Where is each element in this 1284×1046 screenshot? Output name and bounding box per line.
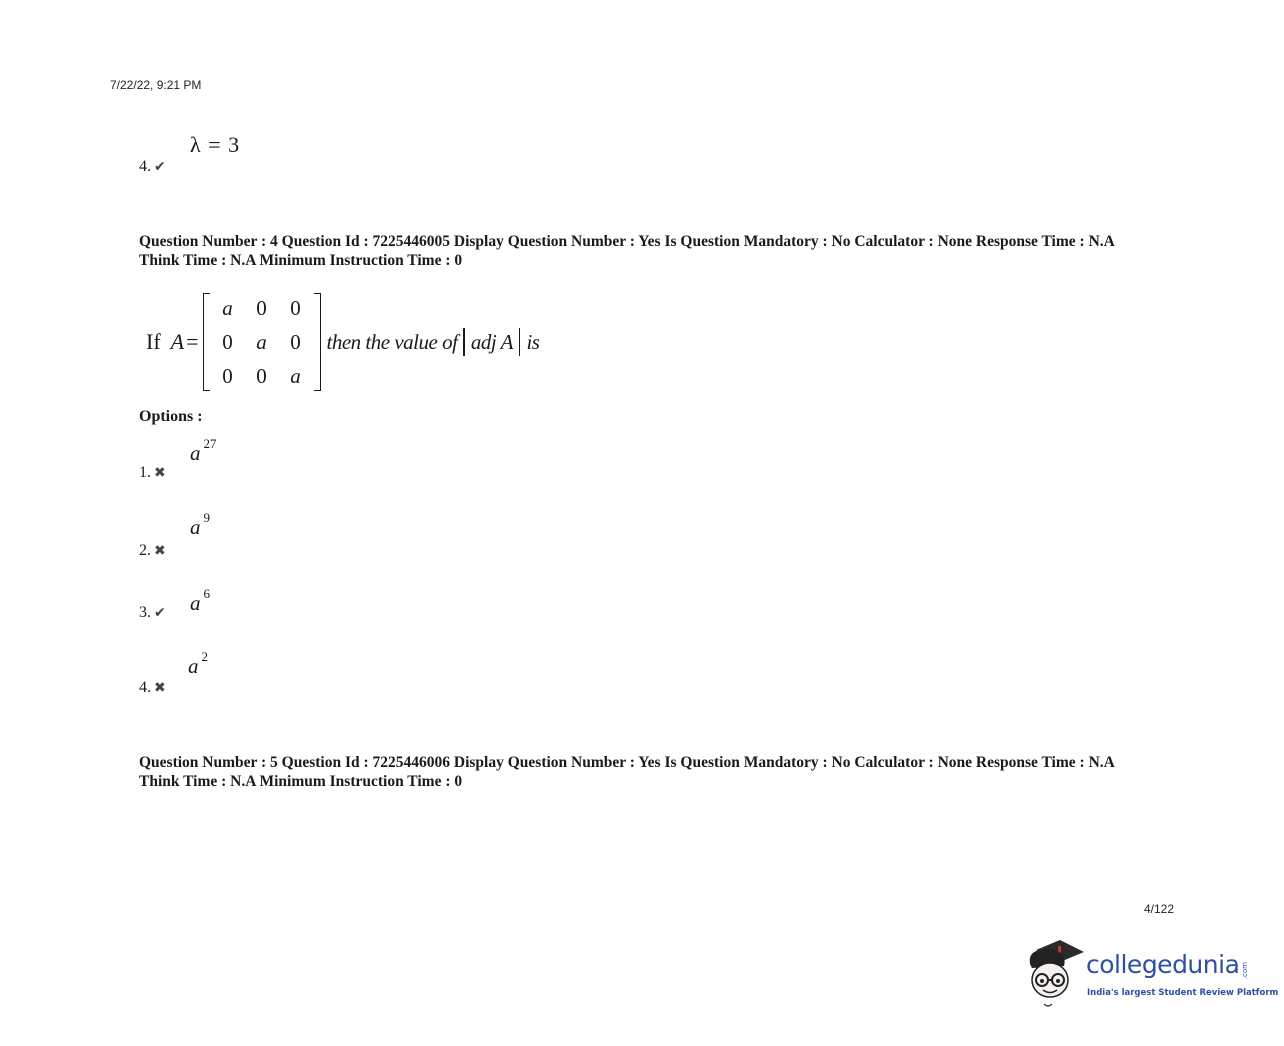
option-1-expression <box>190 436 217 466</box>
brand-domain-suffix: .com <box>1241 962 1249 980</box>
previous-option-4 <box>139 158 166 176</box>
brand-name: collegedunia <box>1086 950 1240 979</box>
option-2 <box>139 542 166 560</box>
matrix-cell: 0 <box>222 329 233 354</box>
cross-icon: ✖ <box>154 543 166 559</box>
options-label: Options : <box>139 408 203 425</box>
option-2-expression <box>190 510 210 540</box>
stem-if: If <box>146 329 161 354</box>
matrix-cell: 0 <box>256 363 267 388</box>
stem-equals: = <box>186 329 199 354</box>
matrix-cell: a <box>290 363 301 388</box>
option-exponent: 27 <box>203 436 217 451</box>
check-icon: ✔ <box>154 605 166 621</box>
option-base: a <box>190 591 201 615</box>
check-icon: ✔ <box>154 159 166 175</box>
option-1 <box>139 464 166 482</box>
option-3 <box>139 604 166 622</box>
question-4-stem <box>146 290 539 394</box>
page-number: 4/122 <box>1144 902 1175 916</box>
collegedunia-mascot-icon <box>1022 938 1088 1010</box>
option-exponent: 9 <box>203 510 210 525</box>
matrix-cell: a <box>256 329 267 354</box>
stem-variable: A <box>170 329 185 354</box>
matrix-cell: 0 <box>222 363 233 388</box>
option-3-expression <box>190 586 210 616</box>
previous-option-expression: λ = 3 <box>190 132 241 157</box>
stem-tail-text: then the value of <box>326 329 458 354</box>
brand-tagline: India's largest Student Review Platform <box>1087 988 1279 998</box>
stem-det-expression: adj A <box>470 329 513 354</box>
question-5-metadata: Question Number : 5 Question Id : 7225446006 Display Question Number : Yes Is Question Mandatory : No Calculator : None Response Time : N.A Think Time : N.A Minimum Instruction Time : 0 <box>139 754 1114 790</box>
option-number: 4. <box>139 679 151 696</box>
option-base: a <box>188 654 199 678</box>
option-base: a <box>190 441 201 465</box>
matrix-cell: 0 <box>256 295 267 320</box>
option-4-expression <box>188 649 208 679</box>
cross-icon: ✖ <box>154 680 166 696</box>
determinant-bar-left <box>463 328 465 356</box>
matrix-cell: a <box>222 295 233 320</box>
option-exponent: 2 <box>201 649 208 664</box>
option-number: 4. <box>139 158 151 175</box>
option-number: 2. <box>139 542 151 559</box>
matrix-cell: 0 <box>290 295 301 320</box>
option-number: 1. <box>139 464 151 481</box>
determinant-bar-right <box>519 328 521 356</box>
stem-end-text: is <box>526 329 540 354</box>
option-base: a <box>190 515 201 539</box>
cross-icon: ✖ <box>154 465 166 481</box>
matrix-cell: 0 <box>290 329 301 354</box>
option-number: 3. <box>139 604 151 621</box>
question-4-metadata: Question Number : 4 Question Id : 7225446005 Display Question Number : Yes Is Question Mandatory : No Calculator : None Response Time : N.A Think Time : N.A Minimum Instruction Time : 0 <box>139 233 1114 269</box>
option-4 <box>139 679 166 697</box>
print-timestamp: 7/22/22, 9:21 PM <box>110 78 202 92</box>
option-exponent: 6 <box>203 586 210 601</box>
matrix-a <box>203 291 321 393</box>
